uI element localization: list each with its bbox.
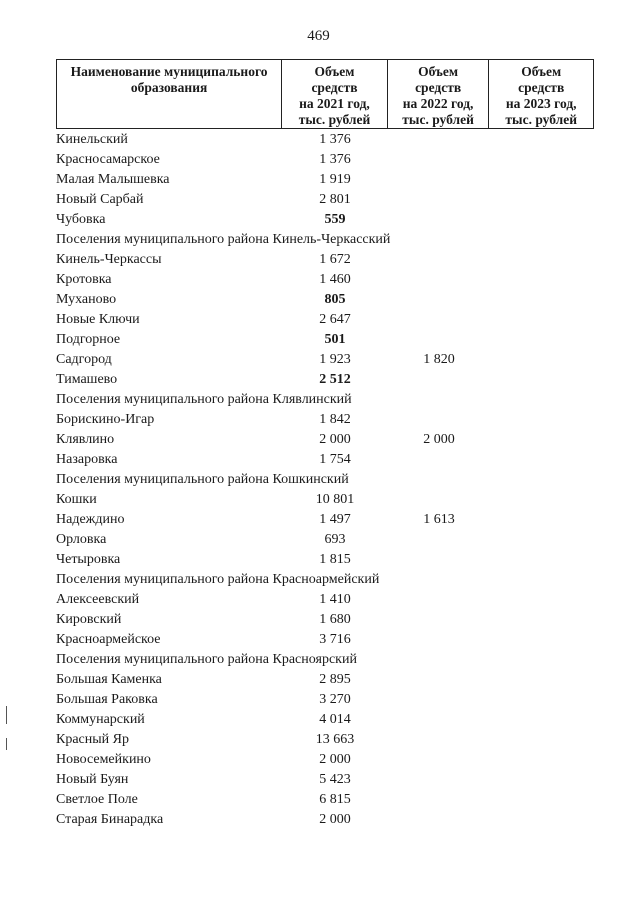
amount-2021: 2 895: [319, 672, 351, 687]
municipality-name: Борискино-Игар: [56, 412, 155, 427]
table-row: [0, 290, 637, 310]
municipality-name: Большая Каменка: [56, 672, 162, 687]
table-row: [0, 730, 637, 750]
municipality-name: Орловка: [56, 532, 107, 547]
amount-2022: 2 000: [423, 432, 455, 447]
table-row: [0, 270, 637, 290]
table-row: [0, 770, 637, 790]
table-row: [0, 510, 637, 530]
municipality-name: Малая Малышевка: [56, 172, 170, 187]
municipality-name: Новые Ключи: [56, 312, 140, 327]
amount-2021: 3 716: [319, 632, 351, 647]
column-header-2023: Объем средств на 2023 год, тыс. рублей: [505, 64, 577, 127]
section-header-row: [0, 390, 637, 410]
table-row: [0, 710, 637, 730]
table-row: [0, 370, 637, 390]
municipality-name: Надеждино: [56, 512, 125, 527]
amount-2021: 559: [324, 212, 346, 227]
column-header-name: Наименование муниципального образования: [57, 60, 282, 128]
amount-2021: 1 842: [319, 412, 351, 427]
municipality-name: Светлое Поле: [56, 792, 138, 807]
table-row: [0, 690, 637, 710]
table-row: [0, 190, 637, 210]
municipality-name: Большая Раковка: [56, 692, 158, 707]
table-row: [0, 410, 637, 430]
amount-2021: 1 497: [319, 512, 351, 527]
table-row: [0, 330, 637, 350]
section-title: Поселения муниципального района Кинель-Черкасский: [56, 232, 391, 247]
page-number: 469: [307, 28, 330, 44]
municipality-name: Новосемейкино: [56, 752, 151, 767]
table-row: [0, 310, 637, 330]
section-title: Поселения муниципального района Красноярский: [56, 652, 357, 667]
amount-2021: 3 270: [319, 692, 351, 707]
amount-2021: 1 460: [319, 272, 351, 287]
amount-2021: 1 376: [319, 152, 351, 167]
table-row: [0, 670, 637, 690]
municipality-name: Красный Яр: [56, 732, 129, 747]
table-row: [0, 250, 637, 270]
municipality-name: Назаровка: [56, 452, 118, 467]
amount-2021: 1 923: [319, 352, 351, 367]
amount-2021: 13 663: [315, 732, 355, 747]
section-header-row: [0, 570, 637, 590]
amount-2021: 1 376: [319, 132, 351, 147]
column-header-2022: Объем средств на 2022 год, тыс. рублей: [388, 60, 490, 128]
amount-2021: 693: [324, 532, 346, 547]
amount-2021: 5 423: [319, 772, 351, 787]
table-body: [0, 130, 637, 830]
section-title: Поселения муниципального района Кошкинский: [56, 472, 349, 487]
municipality-name: Красносамарское: [56, 152, 160, 167]
amount-2021: 805: [324, 292, 346, 307]
municipality-name: Кинель-Черкассы: [56, 252, 162, 267]
amount-2021: 1 410: [319, 592, 351, 607]
table-row: [0, 550, 637, 570]
table-row: [0, 790, 637, 810]
municipality-name: Кинельский: [56, 132, 128, 147]
amount-2021: 2 000: [319, 752, 351, 767]
amount-2021: 4 014: [319, 712, 351, 727]
table-row: [0, 530, 637, 550]
amount-2021: 1 754: [319, 452, 351, 467]
table-row: [0, 430, 637, 450]
municipality-name: Чубовка: [56, 212, 106, 227]
table-row: [0, 590, 637, 610]
municipality-name: Кротовка: [56, 272, 112, 287]
municipality-name: Подгорное: [56, 332, 121, 347]
scan-artifact: [6, 706, 7, 724]
table-row: [0, 130, 637, 150]
municipality-name: Тимашево: [56, 372, 118, 387]
municipality-name: Четыровка: [56, 552, 121, 567]
column-header-2021: Объем средств на 2021 год, тыс. рублей: [282, 60, 388, 128]
amount-2021: 10 801: [315, 492, 355, 507]
municipality-name: Муханово: [56, 292, 117, 307]
table-row: [0, 350, 637, 370]
table-row: [0, 610, 637, 630]
amount-2022: 1 820: [423, 352, 455, 367]
municipality-name: Новый Сарбай: [56, 192, 144, 207]
table-row: [0, 210, 637, 230]
amount-2021: 1 815: [319, 552, 351, 567]
section-title: Поселения муниципального района Красноармейский: [56, 572, 380, 587]
amount-2021: 1 672: [319, 252, 351, 267]
table-row: [0, 810, 637, 830]
table-header: [56, 59, 594, 129]
section-header-row: [0, 650, 637, 670]
scan-artifact: [6, 738, 7, 750]
municipality-name: Алексеевский: [56, 592, 140, 607]
amount-2021: 2 801: [319, 192, 351, 207]
municipality-name: Кошки: [56, 492, 97, 507]
municipality-name: Кировский: [56, 612, 122, 627]
table-row: [0, 150, 637, 170]
municipality-name: Садгород: [56, 352, 112, 367]
table-row: [0, 630, 637, 650]
amount-2021: 2 512: [319, 372, 351, 387]
amount-2021: 6 815: [319, 792, 351, 807]
municipality-name: Коммунарский: [56, 712, 145, 727]
amount-2021: 1 919: [319, 172, 351, 187]
amount-2021: 501: [324, 332, 346, 347]
section-header-row: [0, 230, 637, 250]
table-row: [0, 450, 637, 470]
section-header-row: [0, 470, 637, 490]
municipality-name: Клявлино: [56, 432, 115, 447]
table-row: [0, 490, 637, 510]
table-row: [0, 750, 637, 770]
section-title: Поселения муниципального района Клявлинский: [56, 392, 352, 407]
table-row: [0, 170, 637, 190]
amount-2021: 2 647: [319, 312, 351, 327]
amount-2021: 1 680: [319, 612, 351, 627]
amount-2022: 1 613: [423, 512, 455, 527]
municipality-name: Старая Бинарадка: [56, 812, 164, 827]
amount-2021: 2 000: [319, 432, 351, 447]
municipality-name: Красноармейское: [56, 632, 161, 647]
amount-2021: 2 000: [319, 812, 351, 827]
municipality-name: Новый Буян: [56, 772, 129, 787]
